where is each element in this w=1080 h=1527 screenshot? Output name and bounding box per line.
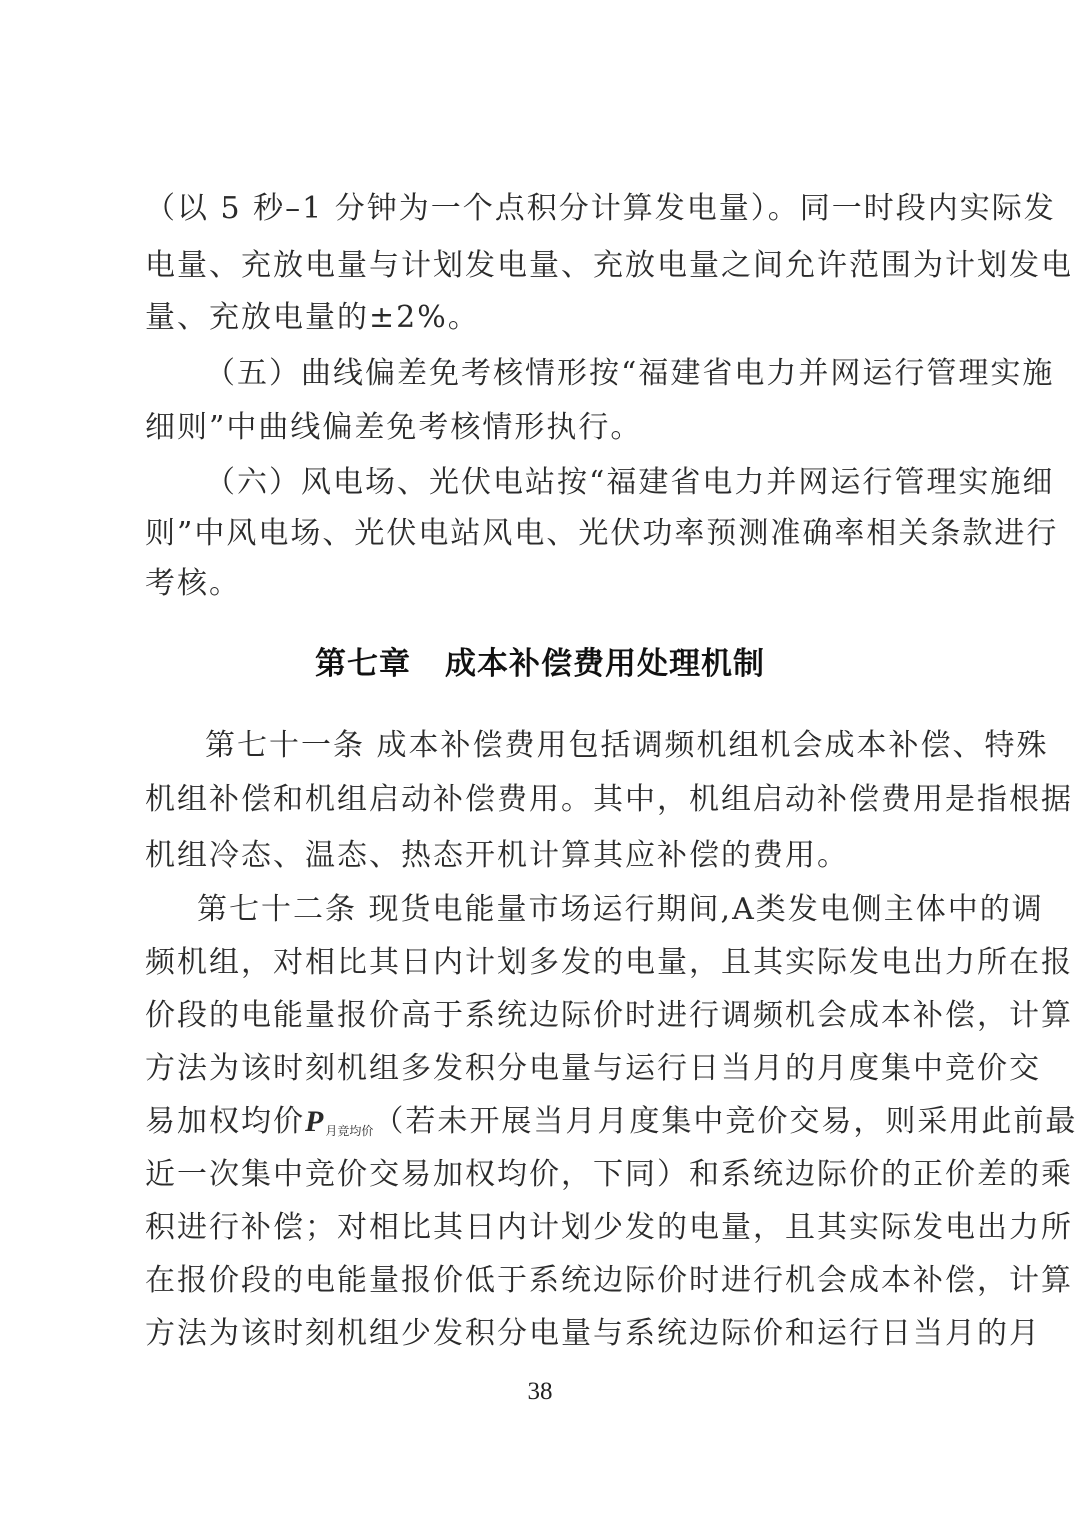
article-71: 第七十一条 成本补偿费用包括调频机组机会成本补偿、特殊 xyxy=(205,728,1049,763)
text-line: （以 5 秒–1 分钟为一个点积分计算发电量）。同一时段内实际发 xyxy=(145,191,1056,226)
text-line: 机组补偿和机组启动补偿费用。其中，机组启动补偿费用是指根据 xyxy=(145,782,1073,817)
text-line: 考核。 xyxy=(145,566,241,601)
text-segment: （若未开展当月月度集中竞价交易，则采用此前最 xyxy=(373,1104,1078,1139)
text-line: 价段的电能量报价高于系统边际价时进行调频机会成本补偿，计算 xyxy=(145,998,1073,1033)
variable-subscript: 月竞均价 xyxy=(325,1124,374,1138)
article-72: 第七十二条 现货电能量市场运行期间,A类发电侧主体中的调 xyxy=(197,892,1044,927)
text-line: 电量、充放电量与计划发电量、充放电量之间允许范围为计划发电 xyxy=(145,248,1073,283)
text-line: 方法为该时刻机组少发积分电量与系统边际价和运行日当月的月 xyxy=(145,1316,1041,1351)
text-line: 机组冷态、温态、热态开机计算其应补偿的费用。 xyxy=(145,838,849,873)
text-line: 积进行补偿；对相比其日内计划少发的电量，且其实际发电出力所 xyxy=(145,1210,1073,1245)
clause-six: （六）风电场、光伏电站按“福建省电力并网运行管理实施细 xyxy=(205,465,1055,500)
page-number: 38 xyxy=(527,1378,553,1405)
text-line: 近一次集中竞价交易加权均价，下同）和系统边际价的正价差的乘 xyxy=(145,1157,1073,1192)
text-line: 量、充放电量的±2%。 xyxy=(145,300,480,335)
text-segment: 易加权均价 xyxy=(145,1104,305,1139)
clause-five: （五）曲线偏差免考核情形按“福建省电力并网运行管理实施 xyxy=(205,356,1055,391)
variable-symbol: P xyxy=(305,1105,326,1138)
chapter-number: 第七章 xyxy=(315,646,411,682)
chapter-heading xyxy=(0,636,1080,692)
text-line: 在报价段的电能量报价低于系统边际价时进行机会成本补偿，计算 xyxy=(145,1263,1073,1298)
price-variable xyxy=(305,1105,373,1138)
text-line: 频机组，对相比其日内计划多发的电量，且其实际发电出力所在报 xyxy=(145,945,1073,980)
text-line: 方法为该时刻机组多发积分电量与运行日当月的月度集中竞价交 xyxy=(145,1051,1041,1086)
text-line: 细则”中曲线偏差免考核情形执行。 xyxy=(145,410,643,445)
chapter-title: 成本补偿费用处理机制 xyxy=(445,646,765,682)
text-line: 则”中风电场、光伏电站风电、光伏功率预测准确率相关条款进行 xyxy=(145,516,1059,551)
